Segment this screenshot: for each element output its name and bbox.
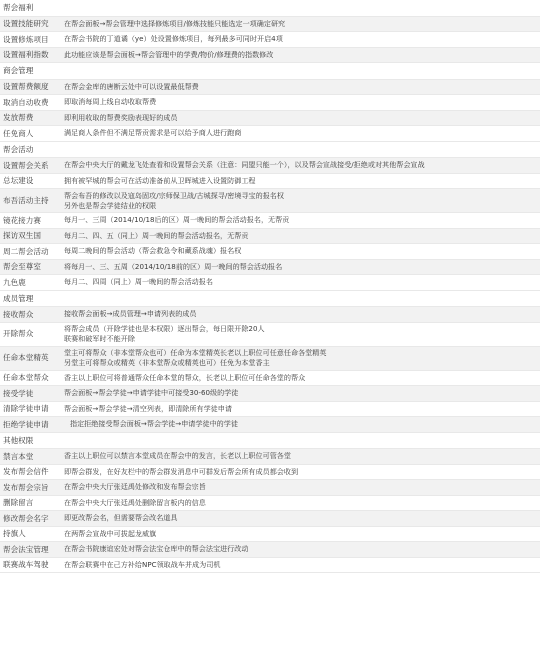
- permission-row: [0, 371, 540, 387]
- section-header: [0, 433, 540, 450]
- permission-row: [0, 558, 540, 574]
- permission-row: [0, 465, 540, 481]
- permission-row: [0, 527, 540, 543]
- section-header: [0, 0, 540, 17]
- permission-description: [64, 307, 536, 322]
- permission-description: [64, 32, 536, 47]
- description-line: 另堂主可将帮众或精英（非本堂帮众或精英也可）任免为本堂香主: [64, 358, 270, 367]
- description-line: 指定拒绝接受帮会面板→帮会学徒→申请学徒中的学徒: [70, 419, 238, 429]
- section-header: [0, 142, 540, 159]
- permission-name: 帮会至尊室: [3, 262, 41, 271]
- permission-row: [0, 260, 540, 276]
- permission-row: [0, 229, 540, 245]
- permission-row: [0, 95, 540, 111]
- permission-description: [64, 275, 536, 290]
- description-line: 拥有被罕城的帮会可在活动准备前从卫晖城进入设置防御工程: [64, 175, 256, 185]
- permission-row: [0, 542, 540, 558]
- description-line: 帮会面板→帮会学徒→申请学徒中可接受30-60级的学徒: [64, 388, 239, 398]
- description-line: 即利用收取的帮费奖励表现好的成员: [64, 112, 178, 122]
- permission-description: [64, 174, 536, 189]
- permission-name: 帮会法宝管理: [3, 544, 49, 554]
- description-line: 即更改帮会名，但需要帮会改名道具: [64, 513, 178, 523]
- permission-row: [0, 480, 540, 496]
- section-header: [0, 63, 540, 80]
- description-line: 帮会布吾的修改以及寇岛固攻/宗师保卫战/古城探寻/密境寻宝的报名权: [64, 190, 284, 200]
- permission-row: [0, 386, 540, 402]
- permission-name: 设置帮费额度: [3, 82, 49, 91]
- description-line: 帮会面板→帮会学徒→清空列表，即清除所有学徒申请: [64, 403, 232, 413]
- permission-row: [0, 323, 540, 347]
- permission-description: [64, 80, 536, 95]
- permission-description: [64, 527, 536, 542]
- permission-name: 设置福利指数: [3, 50, 49, 59]
- permission-name: 任命本堂精英: [3, 353, 49, 363]
- description-line: 满足商人条件但不满足帮贡需求是可以给予商人进行跑商: [64, 128, 242, 138]
- description-line: 在帮会中央大厅的戴龙飞处查看和设置帮会关系（注意：同盟只能一个），以及帮会宣战接受/拒绝或对其他帮会宣战: [64, 160, 425, 170]
- permission-name: 禁言本堂: [3, 451, 34, 461]
- permission-description: [64, 417, 536, 432]
- description-line: 此功能应该是帮会面板→帮会管理中的学费/物价/修理费的指数修改: [64, 49, 274, 59]
- description-line: 在帮会中央大厅张廷禹处删除留言板内的信息: [64, 497, 206, 507]
- description-line: 每月二、四周（同上）周一晚间的帮会活动报名: [64, 277, 213, 287]
- permission-name: 清除学徒申请: [3, 404, 49, 413]
- permission-name: 发布帮会宗旨: [3, 482, 49, 492]
- description-line: 香主以上职位可以禁言本堂成员在帮会中的发言，长老以上职位可管各堂: [64, 451, 291, 461]
- permission-description: [64, 260, 536, 275]
- permission-name: 接受学徒: [3, 388, 34, 398]
- description-line: 即取消每周上线自动收取帮费: [64, 97, 157, 107]
- description-line: 在帮会联赛中在己方补给NPC领取战车并成为司机: [64, 559, 221, 569]
- permission-row: [0, 449, 540, 465]
- section-title: 帮会福利: [3, 3, 34, 12]
- permission-description: [64, 511, 536, 526]
- permission-name: 周二帮会活动: [3, 246, 49, 256]
- permission-description: [64, 558, 536, 573]
- permission-row: [0, 213, 540, 229]
- description-line: 香主以上职位可将普通帮众任命本堂的帮众，长老以上职位可任命各堂的帮众: [64, 372, 306, 382]
- permission-description: [64, 213, 536, 228]
- permission-name: 开除帮众: [3, 329, 34, 339]
- permission-row: [0, 48, 540, 64]
- description-line: 在帮会书院的丁道谲（ye）处设置修炼项目，每列最多可同时开启4项: [64, 34, 283, 44]
- permission-row: [0, 80, 540, 96]
- description-line: 每月二、四、五（同上）周一晚间的帮会活动报名，无帮贡: [64, 230, 249, 240]
- permission-description: [64, 386, 536, 401]
- permission-description: [64, 229, 536, 244]
- permission-description: [64, 323, 536, 346]
- permission-description: [64, 449, 536, 464]
- permission-name: 修改帮会名字: [3, 513, 49, 523]
- description-line: 另外也是帮会学徒结业的权限: [64, 200, 157, 210]
- permission-description: [64, 465, 536, 480]
- permission-name: 接收帮众: [3, 309, 34, 319]
- permission-row: [0, 189, 540, 213]
- permission-name: 镜花接力赛: [3, 215, 41, 225]
- permission-name: 联赛战车驾驶: [3, 560, 49, 569]
- permission-description: [64, 111, 536, 126]
- section-header: [0, 291, 540, 308]
- permission-name: 持旗人: [3, 529, 26, 538]
- permission-name: 删除留言: [3, 498, 34, 507]
- permission-name: 总坛建设: [3, 176, 34, 185]
- permission-row: [0, 126, 540, 142]
- permission-row: [0, 307, 540, 323]
- permission-name: 布吾活动主持: [3, 195, 49, 205]
- permission-name: 发布帮会信件: [3, 467, 49, 476]
- section-title: 成员管理: [3, 293, 34, 303]
- permission-description: [64, 126, 536, 141]
- permission-name: 发放帮费: [3, 113, 34, 122]
- permission-row: [0, 158, 540, 174]
- permission-name: 拒绝学徒申请: [3, 419, 49, 429]
- permission-description: [64, 347, 536, 370]
- description-line: 将每月一、三、五周（2014/10/18前的区）周一晚间的帮会活动报名: [64, 261, 283, 271]
- description-line: 每月一、三周（2014/10/18后的区）周一晚间的帮会活动报名，无帮贡: [64, 215, 290, 225]
- permission-row: [0, 32, 540, 48]
- permission-name: 任命本堂帮众: [3, 373, 49, 382]
- permission-row: [0, 111, 540, 127]
- permission-description: [64, 95, 536, 110]
- permission-name: 设置技能研究: [3, 19, 49, 28]
- description-line: 在帮会金库的唐断云处中可以设置最低帮费: [64, 81, 199, 91]
- permission-description: [64, 48, 536, 63]
- permission-row: [0, 347, 540, 371]
- description-line: 在帮会中央大厅张廷禹处修改和发布帮会宗旨: [64, 482, 206, 492]
- permission-row: [0, 496, 540, 512]
- description-line: 堂主可将帮众（非本堂帮众也可）任命为本堂精英长老以上职位可任意任命各堂精英: [64, 348, 327, 358]
- description-line: 将帮会成员（开除学徒也是本权限）逐出帮会，每日限开除20人: [64, 324, 265, 334]
- permission-description: [64, 402, 536, 417]
- permission-name: 九色鹿: [3, 277, 26, 287]
- permission-name: 设置修炼项目: [3, 34, 49, 44]
- description-line: 每周二晚间的帮会活动（帮会救急令和藏系战魂）报名权: [64, 246, 242, 256]
- permission-row: [0, 174, 540, 190]
- description-line: 即帮会群发，在好友栏中的帮会群发消息中可群发后帮会所有成员都会收到: [64, 466, 299, 476]
- section-title: 其他权限: [3, 435, 34, 445]
- permission-description: [64, 17, 536, 32]
- description-line: 联赛和破军时不能开除: [64, 334, 135, 343]
- description-line: 在帮会面板→帮会管理中选择修炼项目/修炼技能只能选定一项确定研究: [64, 18, 286, 28]
- permission-row: [0, 402, 540, 418]
- description-line: 在两帮会宣战中可拔起龙威旗: [64, 528, 157, 538]
- permission-row: [0, 244, 540, 260]
- permission-description: [64, 542, 536, 557]
- permission-row: [0, 275, 540, 291]
- permission-row: [0, 417, 540, 433]
- section-title: 帮会活动: [3, 144, 34, 154]
- description-line: 在帮会书院康谊宏处对帮会法宝仓库中的帮会法宝进行改动: [64, 544, 249, 554]
- permission-row: [0, 17, 540, 33]
- permission-description: [64, 244, 536, 259]
- permission-name: 设置帮会关系: [3, 160, 49, 170]
- permission-description: [64, 480, 536, 495]
- permission-description: [64, 496, 536, 511]
- permission-description: [64, 371, 536, 386]
- permission-name: 取消自动收费: [3, 97, 49, 107]
- description-line: 接收帮会面板→成员管理→申请列表的成员: [64, 309, 197, 319]
- permission-description: [64, 158, 536, 173]
- permission-description: [64, 189, 536, 212]
- permission-name: 任免商人: [3, 128, 34, 138]
- section-title: 商会管理: [3, 66, 34, 75]
- permission-row: [0, 511, 540, 527]
- permission-name: 探访双生国: [3, 231, 41, 240]
